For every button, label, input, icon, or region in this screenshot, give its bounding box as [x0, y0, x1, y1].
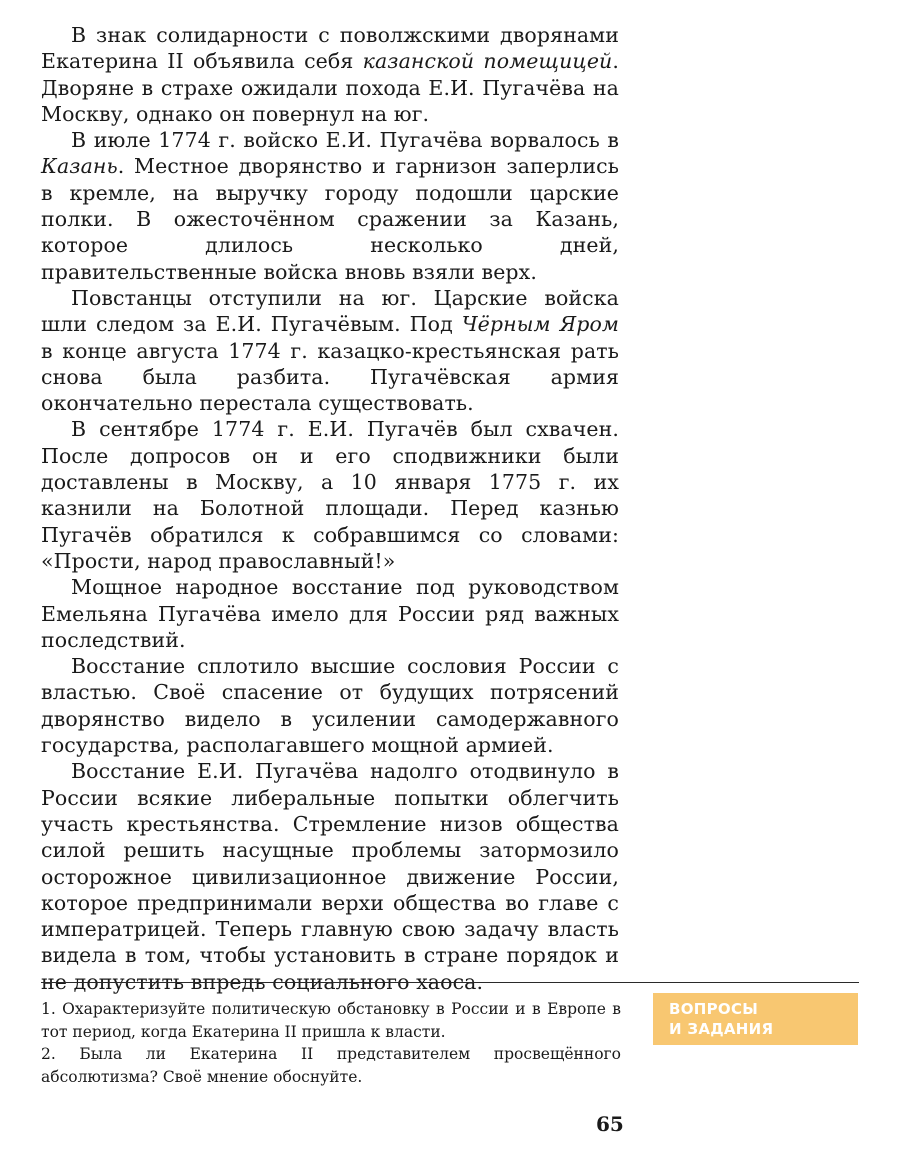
paragraph-3: [41, 285, 619, 416]
paragraph-1-text-b: . Дворяне в страхе ожидали похода Е.И. Пугачёва на Москву, однако он повернул на юг.: [41, 49, 619, 126]
questions-badge-line-1: ВОПРОСЫ: [669, 1000, 759, 1018]
paragraph-3-text-b: в конце августа 1774 г. казацко-крестьянская рать снова была разбита. Пугачёвская армия окончательно перестала существовать.: [41, 338, 619, 416]
paragraph-1-text-a: В знак солидарности с поволжскими дворянами Екатерина II объявила себя: [41, 23, 619, 74]
page-number: 65: [596, 1112, 624, 1136]
paragraph-4: В сентябре 1774 г. Е.И. Пугачёв был схвачен. После допросов он и его сподвижники были доставлены в Москву, а 10 января 1775 г. их казнили на Болотной площади. Перед казнью Пугачёв обратился к собравшимся со словами: «Прости, народ православный!»: [41, 417, 619, 573]
paragraph-7: Восстание Е.И. Пугачёва надолго отодвинуло в России всякие либеральные попытки облегчить участь крестьянства. Стремление низов общества силой решить насущные проблемы затормозило осторожное цивилизационное движение России, которое предпринимали верхи общества во главе с императрицей. Теперь главную свою задачу власть видела в том, чтобы установить в стране порядок и не допустить впредь социального хаоса.: [41, 759, 619, 994]
question-1: 1. Охарактеризуйте политическую обстановку в России и в Европе в тот период, когда Екатерина II пришла к власти.: [41, 1000, 621, 1041]
question-2: 2. Была ли Екатерина II представителем просвещённого абсолютизма? Своё мнение обоснуйте.: [41, 1045, 621, 1086]
paragraph-2-text-a: В июле 1774 г. войско Е.И. Пугачёва ворвалось в: [71, 128, 619, 153]
paragraph-1-italic: казанской помещицей: [362, 49, 613, 74]
paragraph-6: Восстание сплотило высшие сословия России с властью. Своё спасение от будущих потрясений дворянство видело в усилении самодержавного государства, располагавшего мощной армией.: [41, 654, 619, 758]
paragraph-2-italic: Казань: [41, 154, 118, 179]
main-text: [41, 22, 619, 995]
questions-badge: [653, 993, 858, 1045]
questions-list: [41, 998, 621, 1088]
paragraph-2: [41, 127, 619, 285]
paragraph-2-text-b: . Местное дворянство и гарнизон заперлись в кремле, на выручку городу подошли царские полки. В ожесточённом сражении за Казань, которое длилось несколько дней, правительственные войска вновь взяли верх.: [41, 154, 619, 284]
paragraph-5: Мощное народное восстание под руководством Емельяна Пугачёва имело для России ряд важных последствий.: [41, 575, 619, 652]
paragraph-1: [41, 22, 619, 127]
section-divider: [41, 982, 859, 983]
paragraph-3-text-a: Повстанцы отступили на юг. Царские войска шли следом за Е.И. Пугачёвым. Под: [41, 285, 619, 337]
questions-badge-line-2: И ЗАДАНИЯ: [669, 1020, 774, 1038]
paragraph-3-italic: Чёрным Яром: [461, 312, 619, 337]
